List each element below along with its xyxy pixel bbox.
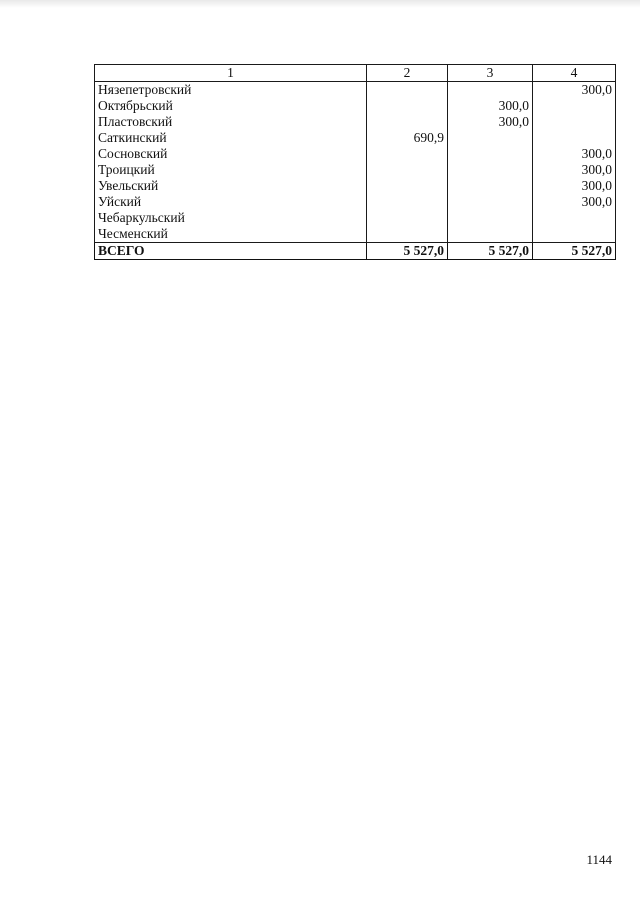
value-cell-col3: 300,0 — [448, 98, 533, 114]
value-cell-col2 — [367, 146, 448, 162]
value-cell-col2 — [367, 162, 448, 178]
table-row — [95, 178, 616, 194]
value-cell-col3 — [448, 178, 533, 194]
value-cell-col2 — [367, 226, 448, 243]
column-header-4: 4 — [533, 65, 616, 82]
table-row — [95, 146, 616, 162]
table-row — [95, 226, 616, 243]
column-header-2: 2 — [367, 65, 448, 82]
value-cell-col2 — [367, 98, 448, 114]
column-header-1: 1 — [95, 65, 367, 82]
value-cell-col3 — [448, 82, 533, 99]
value-cell-col3 — [448, 194, 533, 210]
district-name: Саткинский — [95, 130, 367, 146]
district-name: Нязепетровский — [95, 82, 367, 99]
value-cell-col3 — [448, 162, 533, 178]
value-cell-col4: 300,0 — [533, 82, 616, 99]
value-cell-col2 — [367, 114, 448, 130]
value-cell-col4 — [533, 210, 616, 226]
table-header-row — [95, 65, 616, 82]
value-cell-col4 — [533, 130, 616, 146]
value-cell-col3 — [448, 210, 533, 226]
value-cell-col4: 300,0 — [533, 146, 616, 162]
value-cell-col4 — [533, 98, 616, 114]
district-name: Чебаркульский — [95, 210, 367, 226]
table-row — [95, 82, 616, 99]
total-col4: 5 527,0 — [533, 243, 616, 260]
district-name: Сосновский — [95, 146, 367, 162]
value-cell-col2 — [367, 210, 448, 226]
district-name: Троицкий — [95, 162, 367, 178]
table-row — [95, 114, 616, 130]
district-name: Октябрьский — [95, 98, 367, 114]
table-row — [95, 210, 616, 226]
district-name: Пластовский — [95, 114, 367, 130]
page-number: 1144 — [586, 852, 612, 867]
value-cell-col4: 300,0 — [533, 194, 616, 210]
value-cell-col4: 300,0 — [533, 162, 616, 178]
value-cell-col2: 690,9 — [367, 130, 448, 146]
value-cell-col2 — [367, 194, 448, 210]
value-cell-col3: 300,0 — [448, 114, 533, 130]
column-header-3: 3 — [448, 65, 533, 82]
total-label: ВСЕГО — [95, 243, 367, 260]
table-row — [95, 98, 616, 114]
value-cell-col4 — [533, 114, 616, 130]
table-body — [95, 82, 616, 243]
scan-top-edge — [0, 0, 640, 8]
table-row — [95, 130, 616, 146]
total-col2: 5 527,0 — [367, 243, 448, 260]
value-cell-col2 — [367, 82, 448, 99]
budget-allocation-table — [94, 64, 616, 260]
table-header — [95, 65, 616, 82]
table-row — [95, 194, 616, 210]
district-name: Уйский — [95, 194, 367, 210]
table-row — [95, 162, 616, 178]
value-cell-col3 — [448, 146, 533, 162]
value-cell-col3 — [448, 130, 533, 146]
value-cell-col4 — [533, 226, 616, 243]
table-total — [95, 243, 616, 260]
total-col3: 5 527,0 — [448, 243, 533, 260]
district-name: Увельский — [95, 178, 367, 194]
district-name: Чесменский — [95, 226, 367, 243]
value-cell-col2 — [367, 178, 448, 194]
total-row — [95, 243, 616, 260]
value-cell-col4: 300,0 — [533, 178, 616, 194]
value-cell-col3 — [448, 226, 533, 243]
